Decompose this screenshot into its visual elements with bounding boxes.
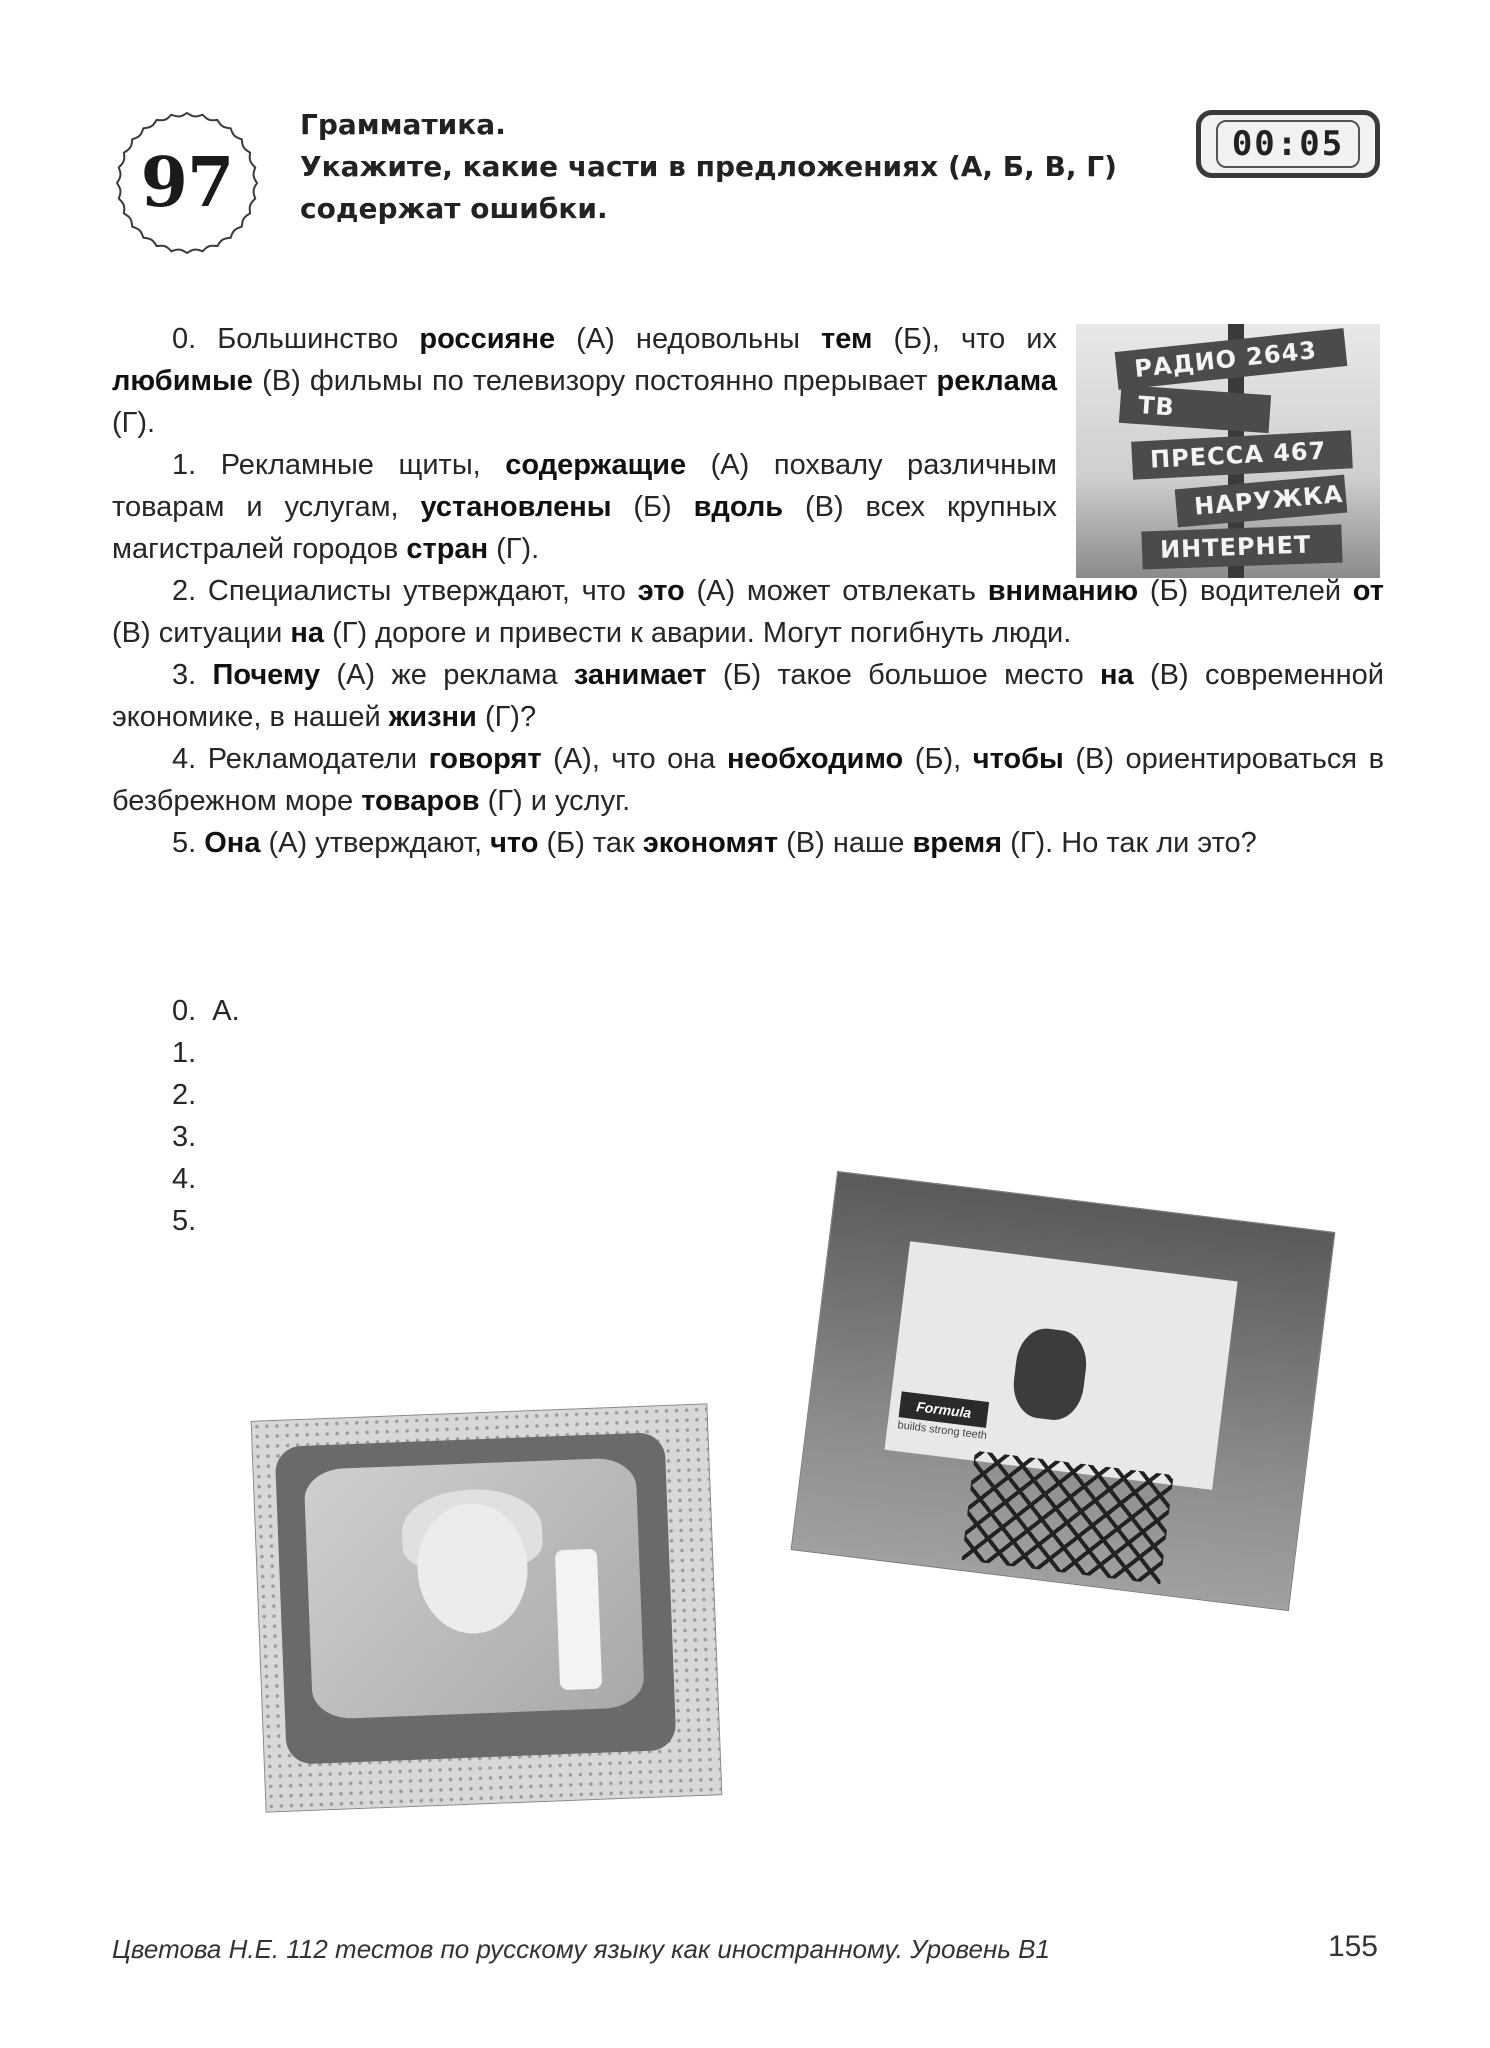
sign-outdoor: НАРУЖКА <box>1175 475 1348 528</box>
answer-line[interactable]: 1. <box>172 1037 197 1069</box>
keyword: Почему <box>212 659 321 691</box>
task-title-line: Укажите, какие части в предложениях (А, Б, В, Г) <box>300 150 1117 183</box>
keyword: реклама <box>936 365 1057 397</box>
tv-screen <box>304 1457 645 1720</box>
keyword: необходимо <box>726 743 904 775</box>
task-number: 97 <box>140 143 234 223</box>
keyword: на <box>290 617 325 649</box>
keyword: чтобы <box>972 743 1064 775</box>
sign-internet: ИНТЕРНЕТ <box>1141 525 1342 570</box>
billboard-face <box>1010 1325 1090 1423</box>
billboard-board <box>885 1241 1238 1490</box>
answer-line[interactable]: 4. <box>172 1163 197 1195</box>
keyword: это <box>637 575 685 607</box>
billboard-brand: Formula <box>899 1391 990 1428</box>
keyword: товаров <box>361 785 480 817</box>
answer-list <box>172 990 240 1242</box>
task-title <box>300 104 1160 230</box>
task-title-line: Грамматика. <box>300 108 506 141</box>
tv-frame <box>275 1432 677 1765</box>
sentence: 1. Рекламные щиты, содержащие (А) похвалу различным товарам и услугам, установлены (Б) вдоль (В) всех крупных магистралей городов стран (Г). <box>112 449 1057 565</box>
keyword: что <box>490 827 539 859</box>
billboard-photo <box>791 1171 1336 1611</box>
footer-citation: Цветова Н.Е. 112 тестов по русскому языку как иностранному. Уровень В1 <box>112 1934 1050 1964</box>
sentence: 5. Она (А) утверждают, что (Б) так экономят (В) наше время (Г). Но так ли это? <box>172 827 1257 859</box>
page-number: 155 <box>1327 1930 1378 1963</box>
billboard-tagline: builds strong teeth <box>896 1419 988 1443</box>
timer-value: 00:05 <box>1216 120 1360 168</box>
tv-photo <box>251 1403 723 1812</box>
bottle-icon <box>555 1549 602 1691</box>
timer <box>1196 110 1380 178</box>
task-title-line: содержат ошибки. <box>300 192 608 225</box>
billboard-scaffold <box>962 1451 1174 1585</box>
answer-line[interactable]: 3. <box>172 1121 197 1153</box>
task-number-badge <box>112 108 262 258</box>
keyword: вниманию <box>987 575 1139 607</box>
sign-radio: РАДИО 2643 <box>1115 328 1348 390</box>
keyword: россияне <box>419 323 556 355</box>
keyword: экономят <box>642 827 779 859</box>
keyword: жизни <box>388 701 477 733</box>
keyword: Она <box>204 827 261 859</box>
sentence: 4. Рекламодатели говорят (А), что она необходимо (Б), чтобы (В) ориентироваться в безбрежном море товаров (Г) и услуг. <box>112 743 1384 817</box>
keyword: установлены <box>420 491 612 523</box>
keyword: любимые <box>112 365 253 397</box>
exercise-text <box>112 318 1384 864</box>
sign-tv: ТВ <box>1119 385 1271 433</box>
keyword: стран <box>406 533 489 565</box>
keyword: от <box>1352 575 1384 607</box>
sentence: 0. Большинство россияне (А) недовольны тем (Б), что их любимые (В) фильмы по телевизору постоянно прерывает реклама (Г). <box>112 323 1057 439</box>
sentence: 2. Специалисты утверждают, что это (А) может отвлекать вниманию (Б) водителей от (В) ситуации на (Г) дороге и привести к аварии. Могут погибнуть люди. <box>112 575 1384 649</box>
keyword: тем <box>821 323 873 355</box>
keyword: занимает <box>573 659 707 691</box>
keyword: на <box>1100 659 1134 691</box>
keyword: говорят <box>428 743 542 775</box>
sentence: 3. Почему (А) же реклама занимает (Б) такое большое место на (В) современной экономике, в нашей жизни (Г)? <box>112 659 1384 733</box>
answer-line[interactable]: 5. <box>172 1205 197 1237</box>
sign-press: ПРЕССА 467 <box>1131 430 1353 479</box>
keyword: содержащие <box>505 449 687 481</box>
keyword: вдоль <box>693 491 784 523</box>
answer-line[interactable]: 2. <box>172 1079 197 1111</box>
keyword: время <box>912 827 1003 859</box>
answer-line[interactable]: 0. А. <box>172 995 240 1027</box>
